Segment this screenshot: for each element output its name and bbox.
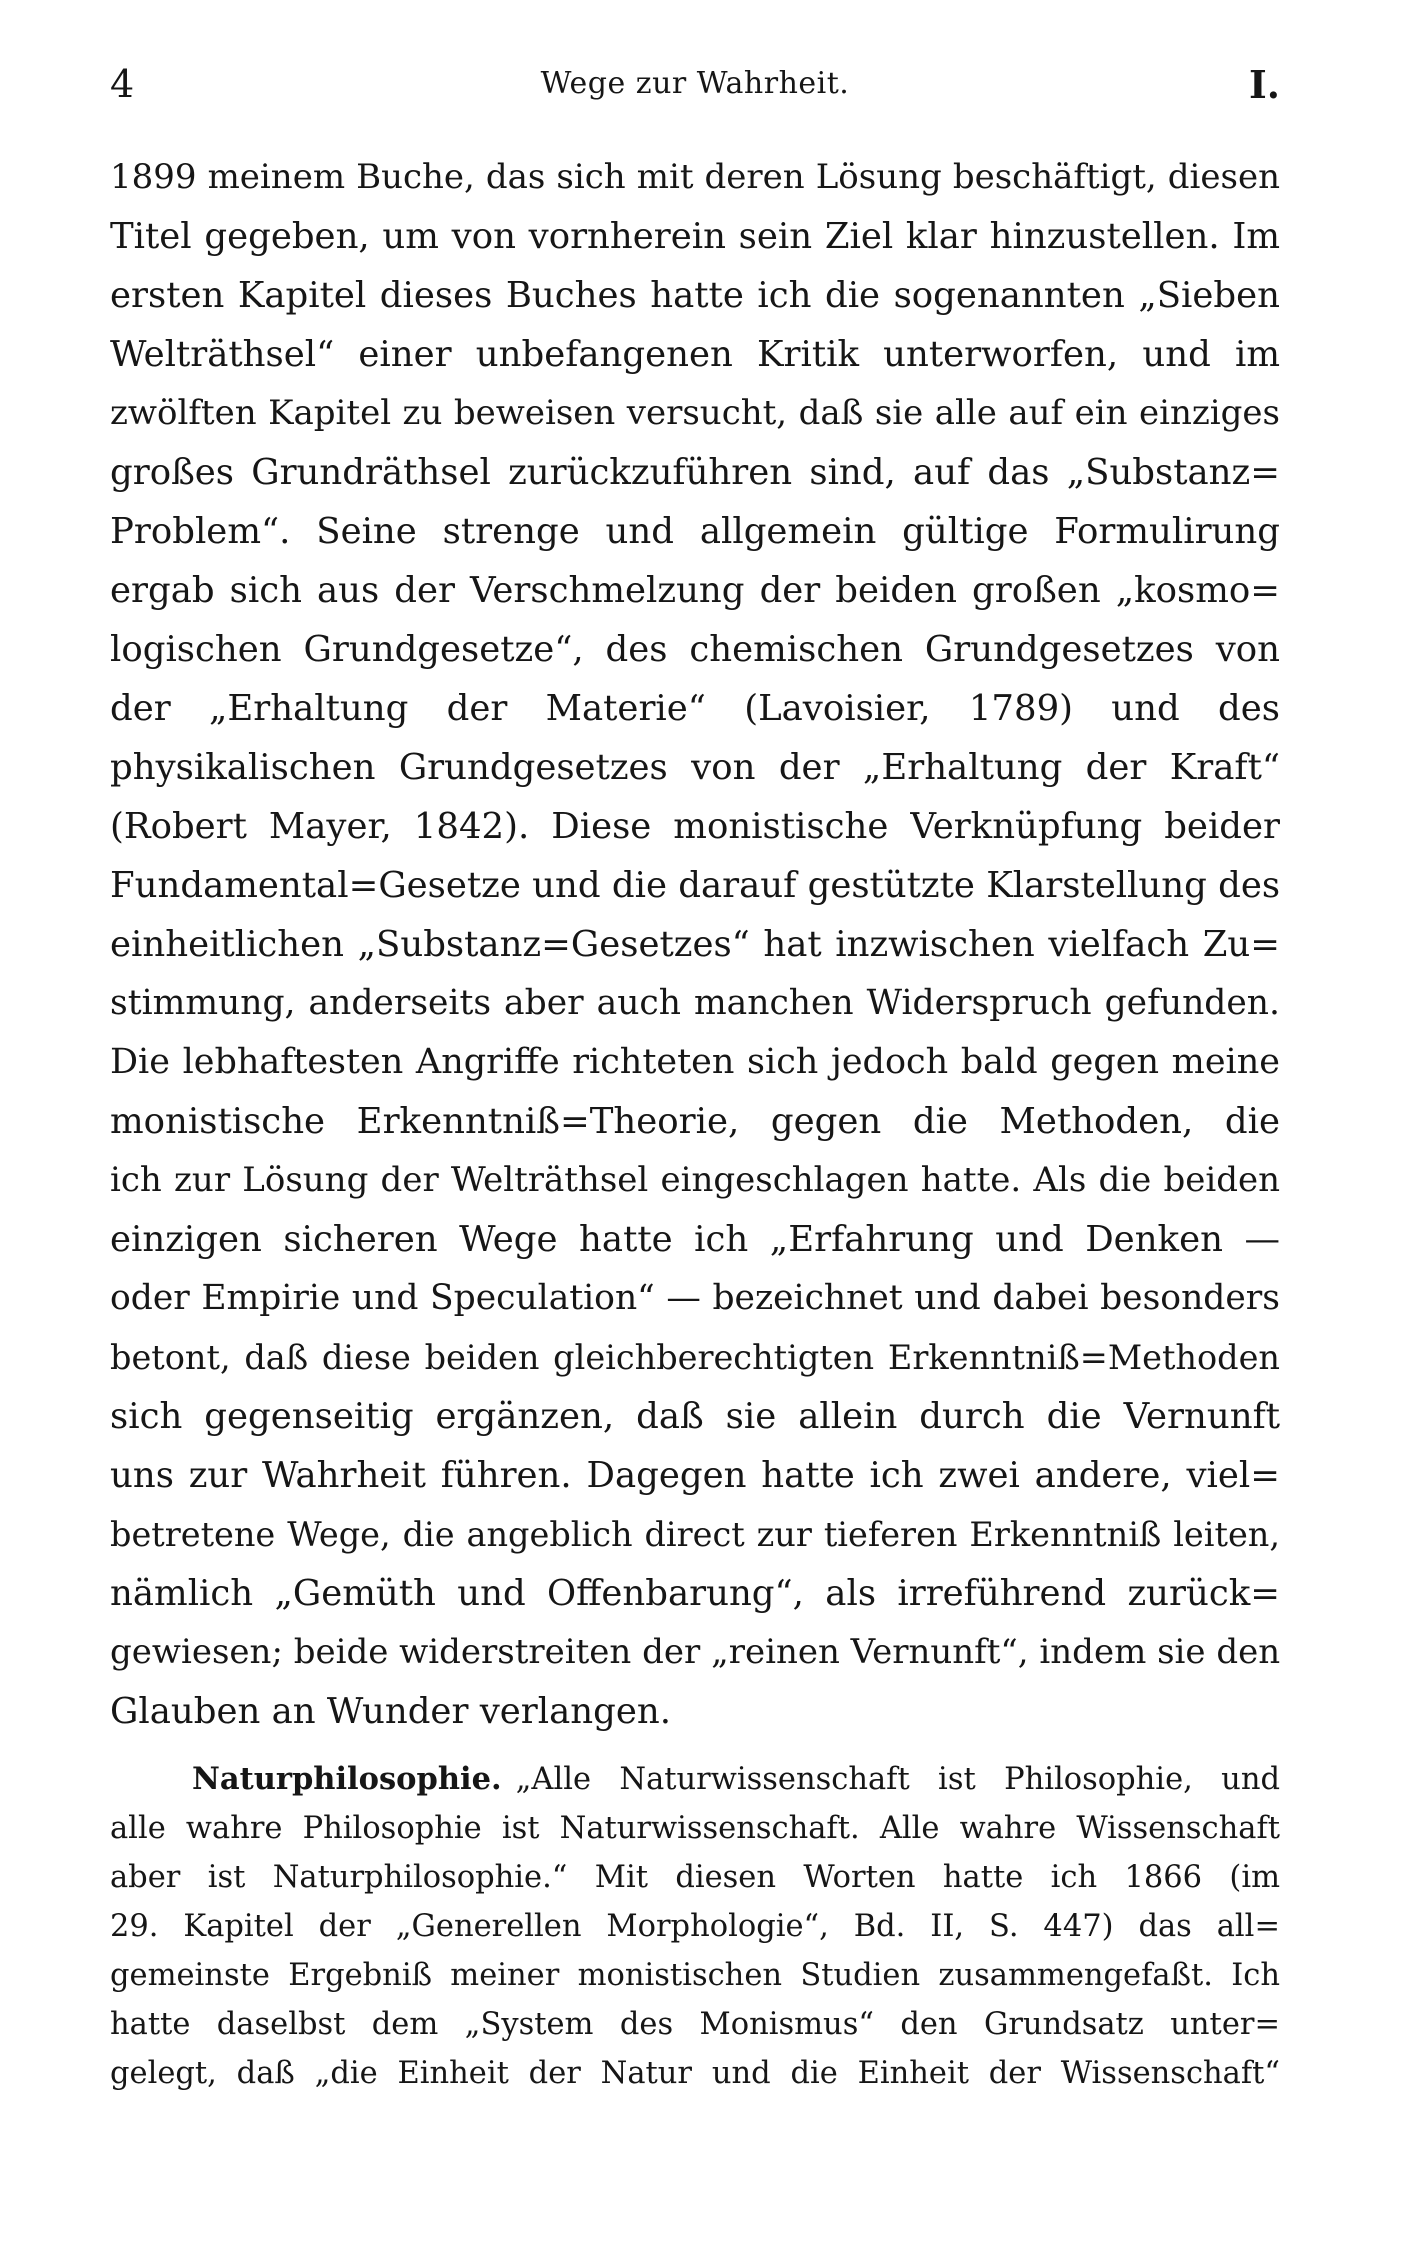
text-line: ich zur Lösung der Welträthsel eingeschlagen hatte. Als die beiden — [110, 1160, 1280, 1200]
text-line: nämlich „Gemüth und Offenbarung“, als irreführend zurück= — [110, 1573, 1280, 1614]
text-line: oder Empirie und Speculation“ — bezeichnet und dabei besonders — [110, 1278, 1280, 1318]
paragraph-1 — [110, 148, 1280, 1741]
text-line: betont, daß diese beiden gleichberechtigten Erkenntniß=Methoden — [110, 1338, 1280, 1377]
text-line: Die lebhaftesten Angriffe richteten sich jedoch bald gegen meine — [110, 1042, 1280, 1082]
text-line — [110, 1755, 1280, 1804]
text-line: gemeinste Ergebniß meiner monistischen Studien zusammengefaßt. Ich — [110, 1958, 1280, 1993]
section-heading: Naturphilosophie. — [192, 1761, 502, 1797]
text-line: physikalischen Grundgesetzes von der „Erhaltung der Kraft“ — [110, 747, 1280, 788]
text-line: aber ist Naturphilosophie.“ Mit diesen Worten hatte ich 1866 (im — [110, 1860, 1280, 1895]
text-line: (Robert Mayer, 1842). Diese monistische Verknüpfung beider — [110, 806, 1280, 847]
text-line: stimmung, anderseits aber auch manchen Widerspruch gefunden. — [110, 983, 1280, 1023]
text-line: Welträthsel“ einer unbefangenen Kritik unterworfen, und im — [110, 334, 1280, 375]
text-line: sich gegenseitig ergänzen, daß sie allein durch die Vernunft — [110, 1396, 1280, 1437]
text-line: Titel gegeben, um von vornherein sein Ziel klar hinzustellen. Im — [110, 216, 1280, 257]
text-line: Glauben an Wunder verlangen. — [110, 1691, 671, 1732]
text-line: 29. Kapitel der „Generellen Morphologie“, Bd. II, S. 447) das all= — [110, 1909, 1280, 1944]
text-line: gelegt, daß „die Einheit der Natur und die Einheit der Wissenschaft“ — [110, 2056, 1280, 2091]
paragraph-2 — [110, 1755, 1280, 2098]
text-line: logischen Grundgesetze“, des chemischen Grundgesetzes von — [110, 629, 1280, 670]
text-line: alle wahre Philosophie ist Naturwissenschaft. Alle wahre Wissenschaft — [110, 1811, 1280, 1846]
chapter-numeral: I. — [1248, 62, 1280, 107]
text-line: ersten Kapitel dieses Buches hatte ich die sogenannten „Sieben — [110, 275, 1280, 316]
running-head — [110, 62, 1280, 122]
text-line: großes Grundräthsel zurückzuführen sind, auf das „Substanz= — [110, 452, 1280, 493]
text-line: der „Erhaltung der Materie“ (Lavoisier, 1789) und des — [110, 688, 1280, 729]
text-line: betretene Wege, die angeblich direct zur tieferen Erkenntniß leiten, — [110, 1515, 1280, 1554]
running-title: Wege zur Wahrheit. — [540, 66, 850, 101]
text-line: uns zur Wahrheit führen. Dagegen hatte ich zwei andere, viel= — [110, 1455, 1280, 1496]
text-line: ergab sich aus der Verschmelzung der beiden großen „kosmo= — [110, 570, 1280, 611]
text-line: gewiesen; beide widerstreiten der „reinen Vernunft“, indem sie den — [110, 1632, 1280, 1672]
text-line: 1899 meinem Buche, das sich mit deren Lösung beschäftigt, diesen — [110, 157, 1280, 197]
text-line: monistische Erkenntniß=Theorie, gegen die Methoden, die — [110, 1101, 1280, 1142]
text-line: einzigen sicheren Wege hatte ich „Erfahrung und Denken — — [110, 1219, 1280, 1260]
text-line: Fundamental=Gesetze und die darauf gestützte Klarstellung des — [110, 865, 1280, 906]
text-line: hatte daselbst dem „System des Monismus“ den Grundsatz unter= — [110, 2007, 1280, 2042]
body-text — [110, 148, 1280, 2098]
text-line-content: „Alle Naturwissenschaft ist Philosophie, und — [515, 1762, 1280, 1797]
text-line: Problem“. Seine strenge und allgemein gültige Formulirung — [110, 511, 1280, 552]
page-number: 4 — [110, 62, 135, 106]
text-line: zwölften Kapitel zu beweisen versucht, daß sie alle auf ein einziges — [110, 393, 1280, 433]
text-line: einheitlichen „Substanz=Gesetzes“ hat inzwischen vielfach Zu= — [110, 924, 1280, 965]
